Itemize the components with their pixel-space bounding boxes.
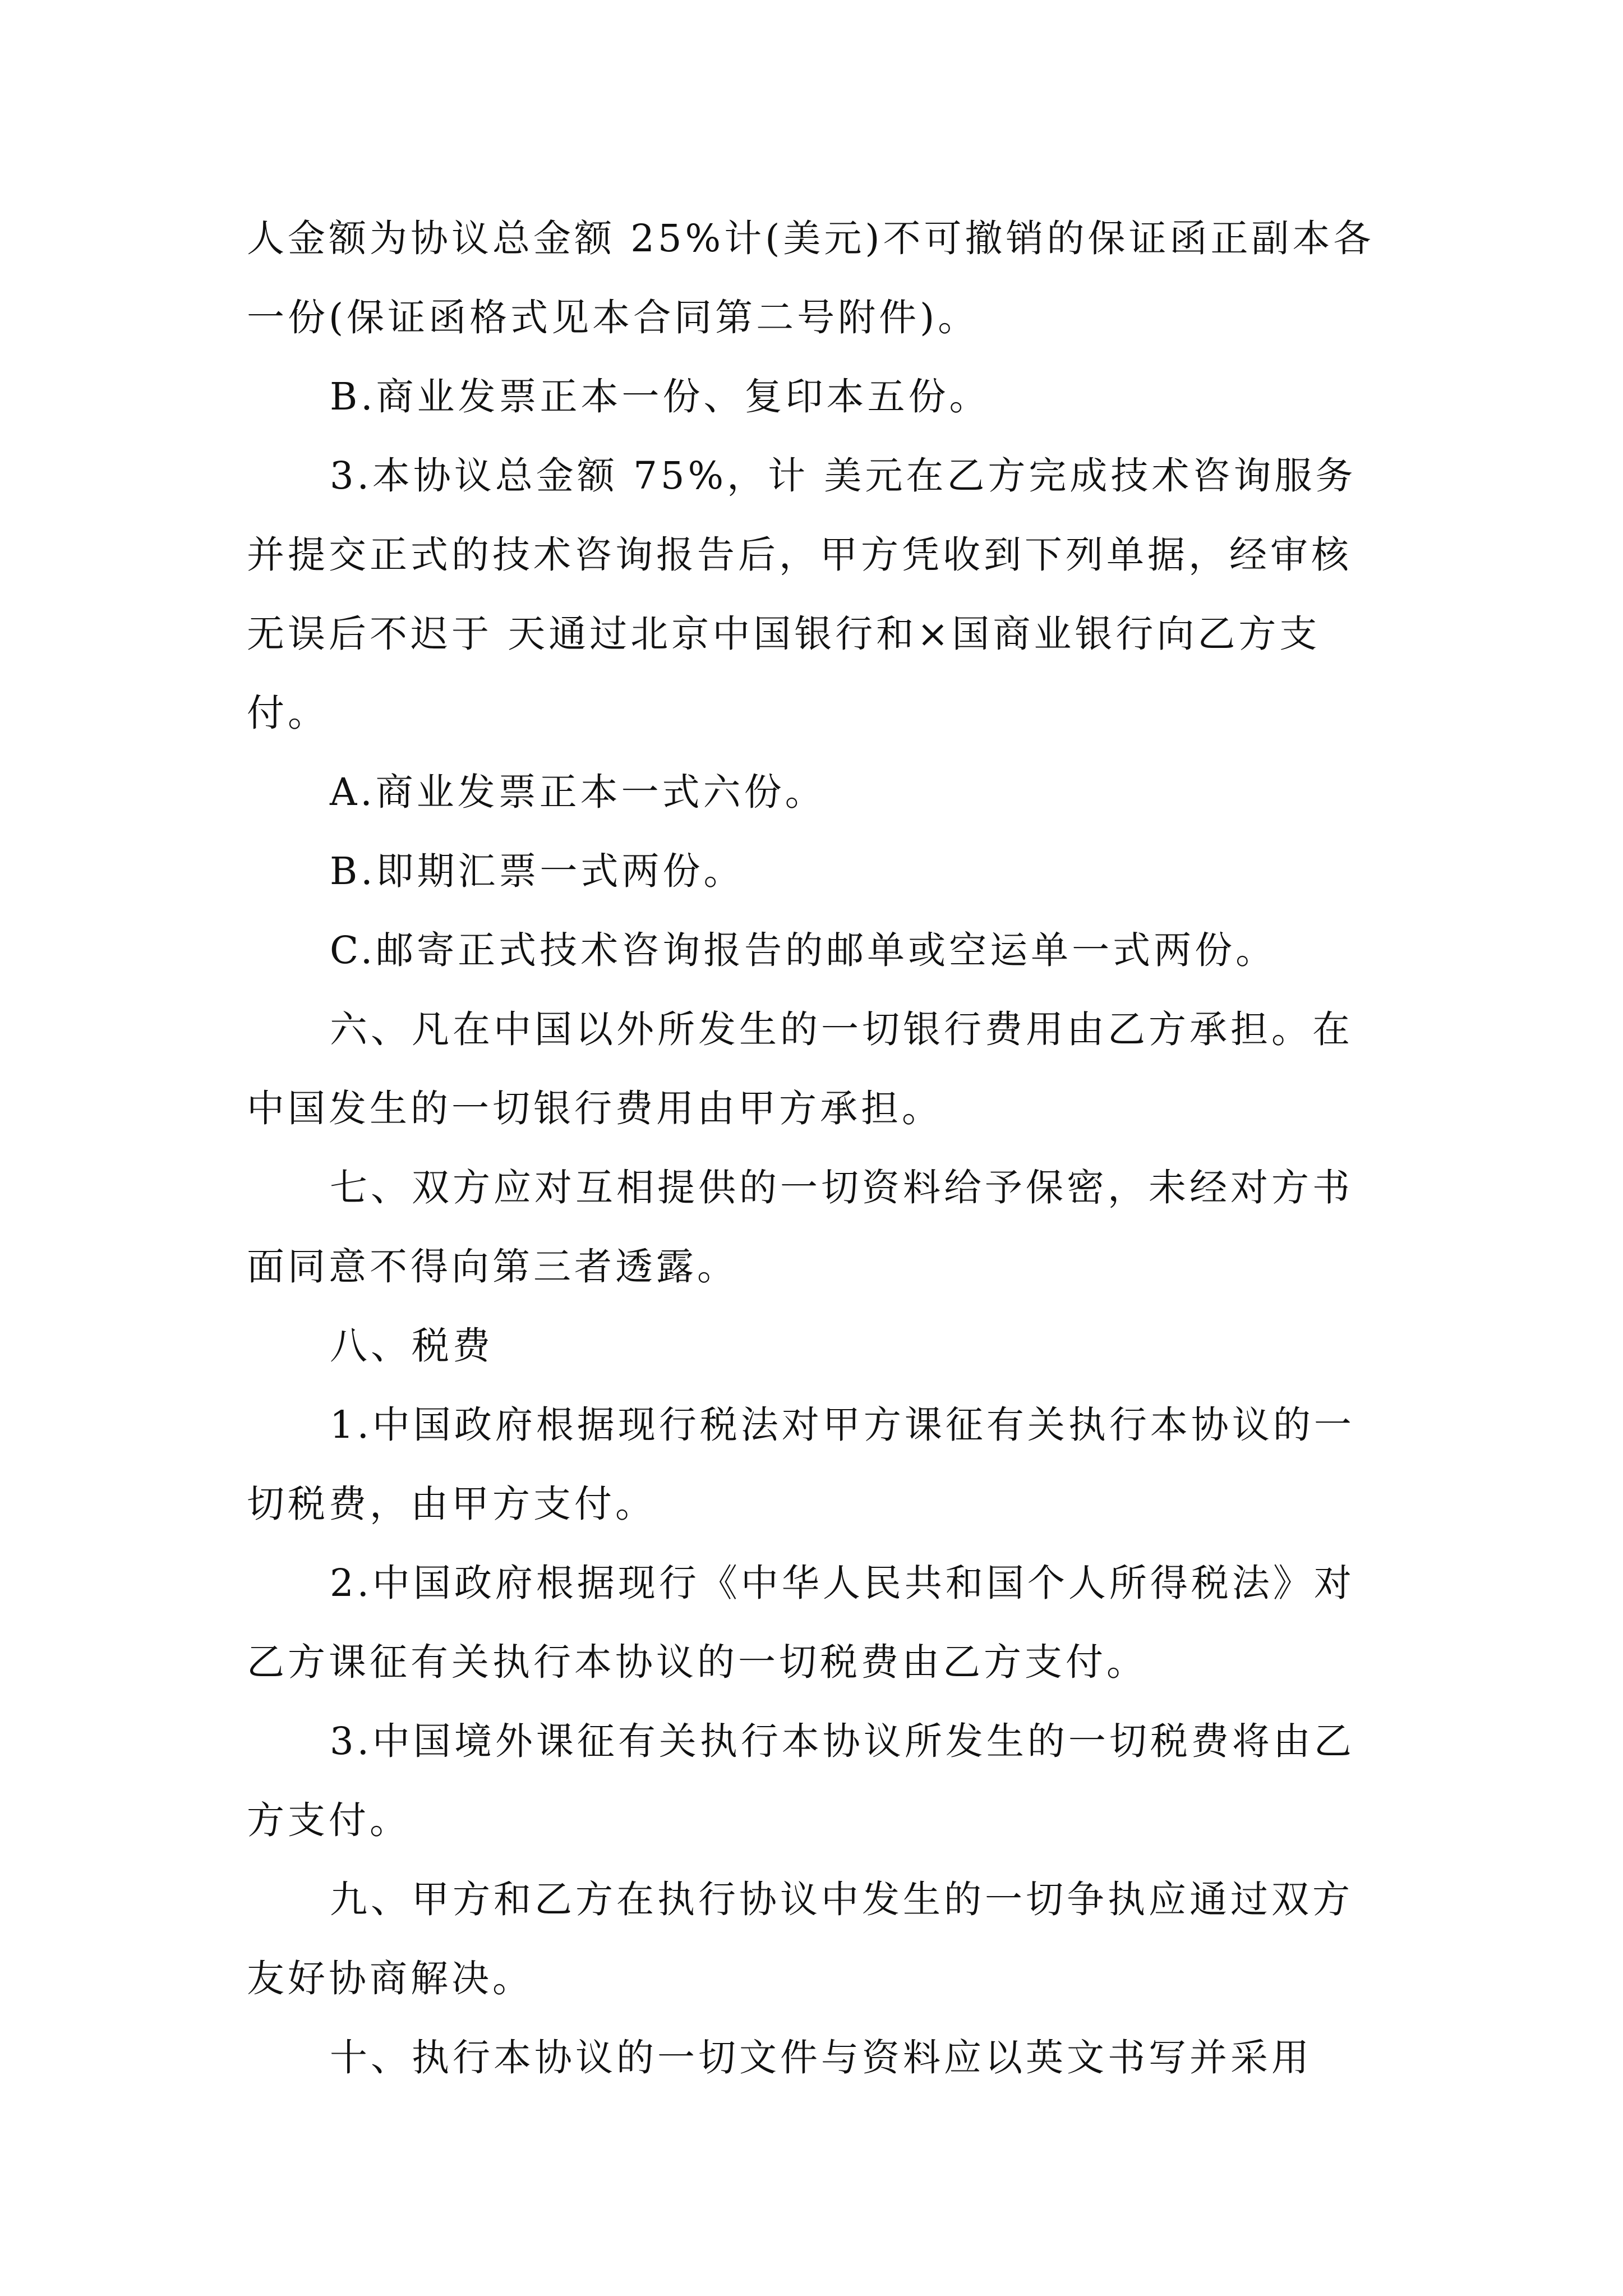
paragraph-guarantee-continuation: 人金额为协议总金额 25%计(美元)不可撤销的保证函正副本各一份(保证函格式见本合同第二号附件)。 — [247, 217, 1375, 339]
paragraph-item-c-waybill: C.邮寄正式技术咨询报告的邮单或空运单一式两份。 — [330, 928, 1277, 972]
paragraph-clause-7-confidentiality: 七、双方应对互相提供的一切资料给予保密，未经对方书面同意不得向第三者透露。 — [247, 1166, 1353, 1289]
document-body — [247, 199, 1385, 2097]
paragraph-tax-item-1: 1.中国政府根据现行税法对甲方课征有关执行本协议的一切税费，由甲方支付。 — [247, 1403, 1355, 1526]
paragraph-item-a-invoice: A.商业发票正本一式六份。 — [330, 770, 826, 814]
paragraph-clause-9-disputes: 九、甲方和乙方在执行协议中发生的一切争执应通过双方友好协商解决。 — [247, 1878, 1353, 2000]
paragraph-clause-10-language: 十、执行本协议的一切文件与资料应以英文书写并采用 — [330, 2036, 1312, 2079]
paragraph-clause-6-bank-fees: 六、凡在中国以外所发生的一切银行费用由乙方承担。在中国发生的一切银行费用由甲方承担。 — [247, 1007, 1353, 1130]
paragraph-payment-75-percent: 3.本协议总金额 75%，计 美元在乙方完成技术咨询服务并提交正式的技术咨询报告后，甲方凭收到下列单据，经审核无误后不迟于 天通过北京中国银行和×国商业银行向乙方支付。 — [247, 454, 1357, 735]
paragraph-item-b-invoice: B.商业发票正本一份、复印本五份。 — [330, 375, 990, 418]
paragraph-item-b-draft: B.即期汇票一式两份。 — [330, 849, 745, 893]
paragraph-tax-item-2: 2.中国政府根据现行《中华人民共和国个人所得税法》对乙方课征有关执行本协议的一切税费由乙方支付。 — [247, 1561, 1355, 1684]
paragraph-tax-item-3: 3.中国境外课征有关执行本协议所发生的一切税费将由乙方支付。 — [247, 1719, 1355, 1842]
paragraph-clause-8-heading: 八、税费 — [330, 1324, 494, 1368]
